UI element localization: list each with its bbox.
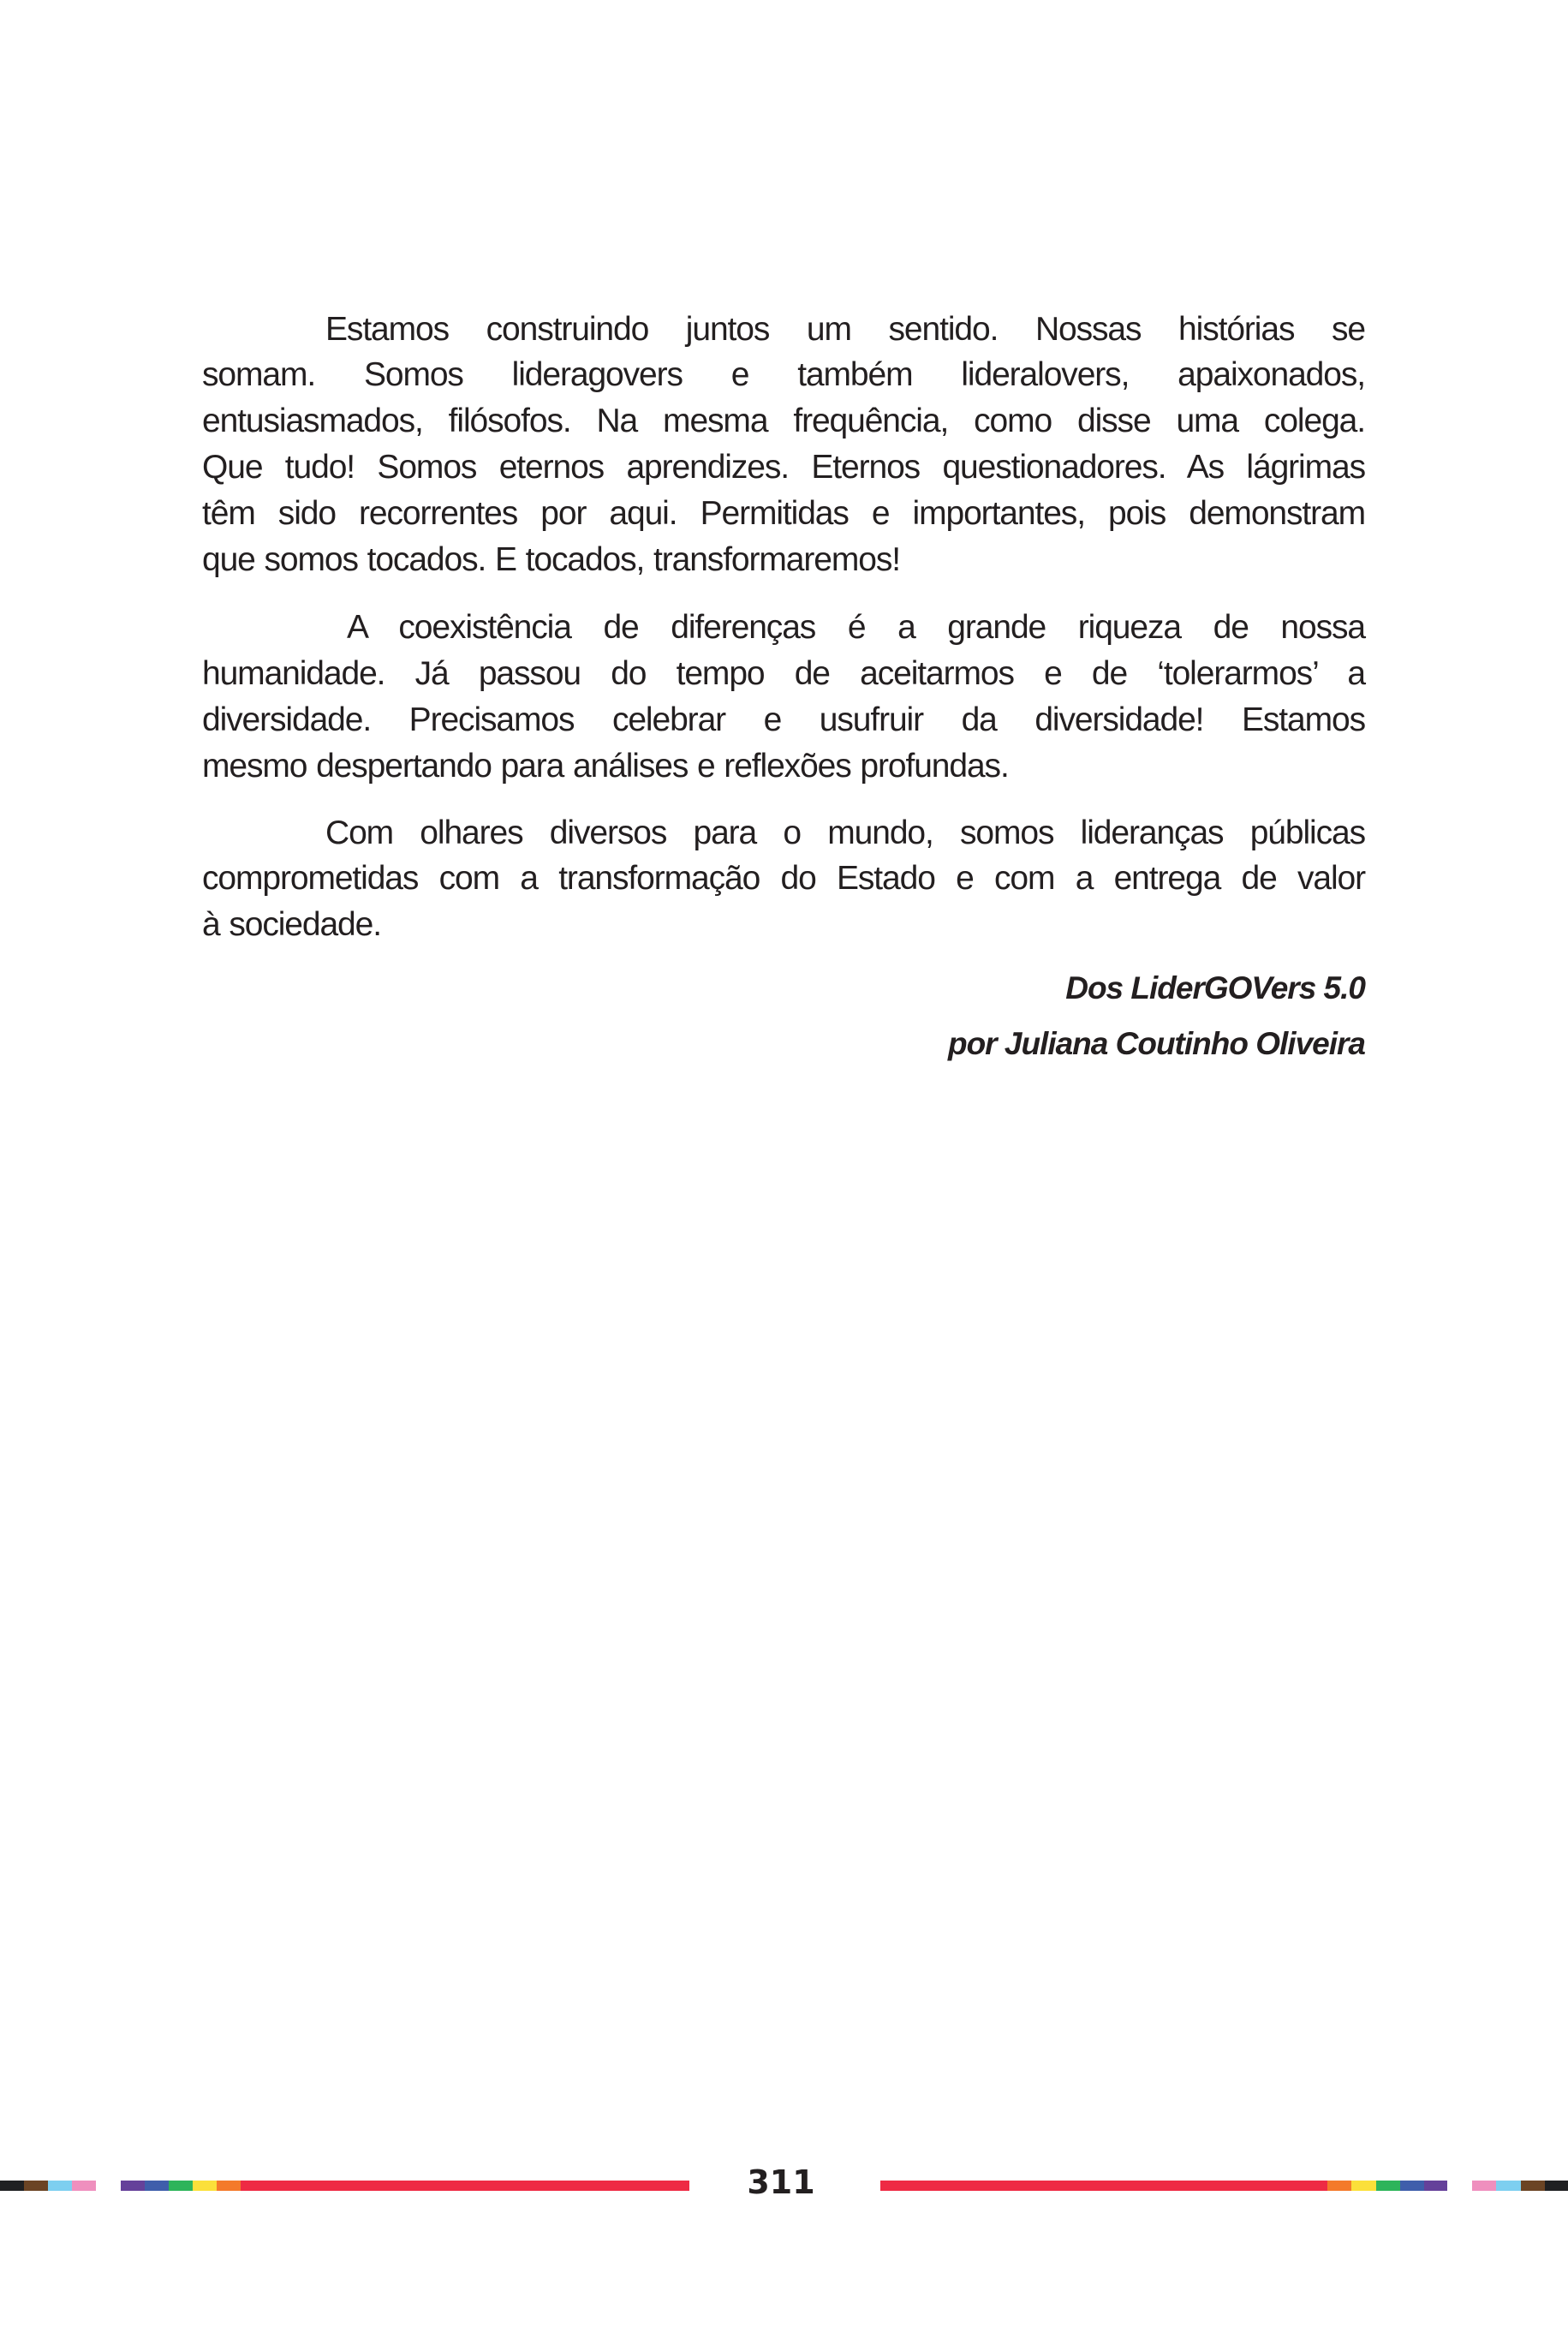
text-line: diversidade. Precisamos celebrar e usufruir da diversidade! Estamos xyxy=(202,701,1365,738)
text-line: entusiasmados, filósofos. Na mesma frequência, como disse uma colega. xyxy=(202,403,1365,439)
signature-source: Dos LiderGOVers 5.0 xyxy=(1065,970,1365,1005)
color-segment xyxy=(121,2181,145,2191)
text-line: Que tudo! Somos eternos aprendizes. Eternos questionadores. As lágrimas xyxy=(202,449,1365,486)
text-line: humanidade. Já passou do tempo de aceitarmos e de ‘tolerarmos’ a xyxy=(202,655,1365,692)
color-segment xyxy=(72,2181,96,2191)
text-line: têm sido recorrentes por aqui. Permitidas e importantes, pois demonstram xyxy=(202,495,1365,532)
color-segment xyxy=(48,2181,72,2191)
color-segment xyxy=(169,2181,193,2191)
text-line: A coexistência de diferenças é a grande riqueza de nossa xyxy=(347,609,1365,646)
footer-color-bar-right xyxy=(880,2181,1568,2191)
color-segment xyxy=(1327,2181,1351,2191)
color-segment xyxy=(193,2181,217,2191)
text-line: que somos tocados. E tocados, transformaremos! xyxy=(202,541,900,578)
color-segment xyxy=(1496,2181,1521,2191)
text-line: Estamos construindo juntos um sentido. Nossas histórias se xyxy=(325,311,1365,348)
color-segment xyxy=(1351,2181,1376,2191)
color-segment xyxy=(880,2181,1327,2191)
text-line: mesmo despertando para análises e reflexões profundas. xyxy=(202,748,1009,785)
color-segment xyxy=(0,2181,24,2191)
color-segment xyxy=(1376,2181,1400,2191)
text-line: somam. Somos lideragovers e também lideralovers, apaixonados, xyxy=(202,356,1365,393)
color-segment xyxy=(241,2181,689,2191)
color-segment xyxy=(1545,2181,1568,2191)
color-segment xyxy=(1424,2181,1447,2191)
text-line: comprometidas com a transformação do Estado e com a entrega de valor xyxy=(202,860,1365,897)
text-line: Com olhares diversos para o mundo, somos lideranças públicas xyxy=(325,814,1365,851)
color-segment xyxy=(217,2181,241,2191)
color-segment xyxy=(1472,2181,1496,2191)
page-number: 311 xyxy=(747,2163,815,2201)
footer-color-bar-left xyxy=(0,2181,689,2191)
color-segment xyxy=(1400,2181,1424,2191)
color-segment xyxy=(24,2181,48,2191)
color-segment xyxy=(145,2181,169,2191)
color-segment xyxy=(1521,2181,1545,2191)
signature-author: por Juliana Coutinho Oliveira xyxy=(947,1026,1365,1061)
text-line: à sociedade. xyxy=(202,906,381,943)
